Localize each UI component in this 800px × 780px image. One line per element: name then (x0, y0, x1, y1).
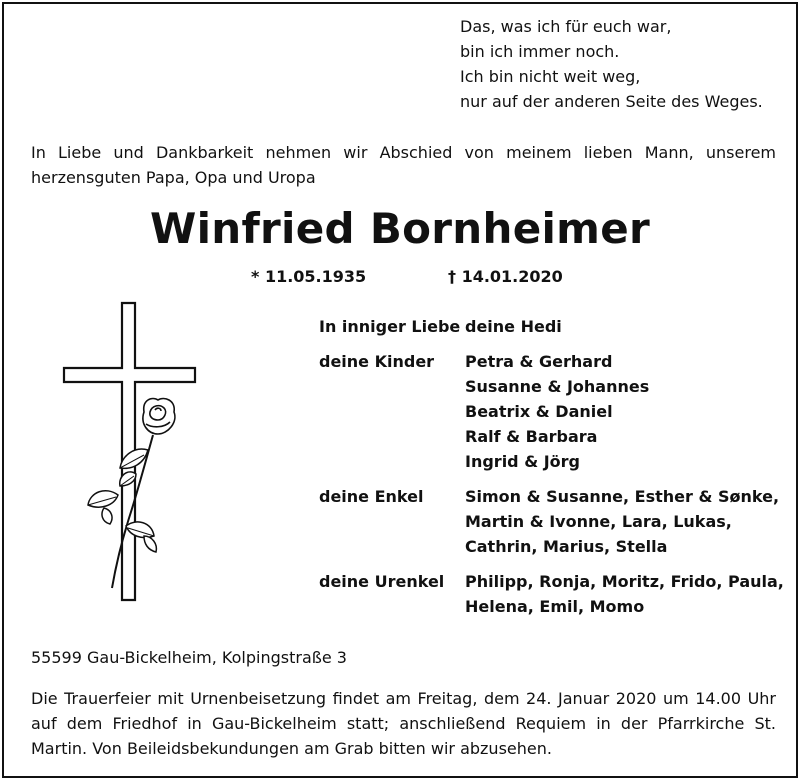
mourners-list (319, 314, 784, 629)
death-date: † 14.01.2020 (448, 267, 563, 286)
poem-line: Das, was ich für euch war, (460, 17, 672, 36)
mourner-names (465, 569, 784, 619)
poem-line: bin ich immer noch. (460, 42, 620, 61)
mourner-group (319, 484, 784, 559)
mourner-group (319, 569, 784, 619)
ceremony-text: Die Trauerfeier mit Urnenbeisetzung findet am Freitag, dem 24. Januar 2020 um 14.00 Uhr auf dem Friedhof in Gau-Bickelheim statt; anschließend Requiem in der Pfarrkirche St. Martin. Von Beileidsbekundungen am Grab bitten wir abzusehen. (31, 689, 776, 758)
mourner-name: Martin & Ivonne, Lara, Lukas, (465, 512, 732, 531)
mourner-name: Beatrix & Daniel (465, 402, 613, 421)
mourner-name: Petra & Gerhard (465, 352, 613, 371)
mourner-name: Susanne & Johannes (465, 377, 650, 396)
poem-line: nur auf der anderen Seite des Weges. (460, 92, 763, 111)
mourner-name: Helena, Emil, Momo (465, 597, 645, 616)
poem (460, 14, 763, 114)
poem-line: Ich bin nicht weit weg, (460, 67, 641, 86)
mourner-name: Ralf & Barbara (465, 427, 598, 446)
mourner-names (465, 484, 779, 559)
intro-text: In Liebe und Dankbarkeit nehmen wir Abschied von meinem lieben Mann, unserem herzensguten Papa, Opa und Uropa (31, 143, 776, 187)
address: 55599 Gau-Bickelheim, Kolpingstraße 3 (31, 648, 347, 667)
mourner-name: Simon & Susanne, Esther & Sønke, (465, 487, 780, 506)
mourner-names (465, 314, 562, 339)
mourner-names (465, 349, 649, 474)
mourner-role: In inniger Liebe (319, 317, 461, 336)
mourner-role: deine Enkel (319, 487, 424, 506)
mourner-name: Philipp, Ronja, Moritz, Frido, Paula, (465, 572, 784, 591)
mourner-group (319, 349, 784, 474)
mourner-role: deine Kinder (319, 352, 435, 371)
mourner-role: deine Urenkel (319, 572, 445, 591)
mourner-name: Cathrin, Marius, Stella (465, 537, 668, 556)
mourner-name: Ingrid & Jörg (465, 452, 581, 471)
birth-date: * 11.05.1935 (251, 267, 367, 286)
mourner-name: deine Hedi (465, 317, 562, 336)
deceased-name: Winfried Bornheimer (149, 204, 651, 253)
mourner-group (319, 314, 784, 339)
cross-with-rose-icon (60, 300, 200, 610)
